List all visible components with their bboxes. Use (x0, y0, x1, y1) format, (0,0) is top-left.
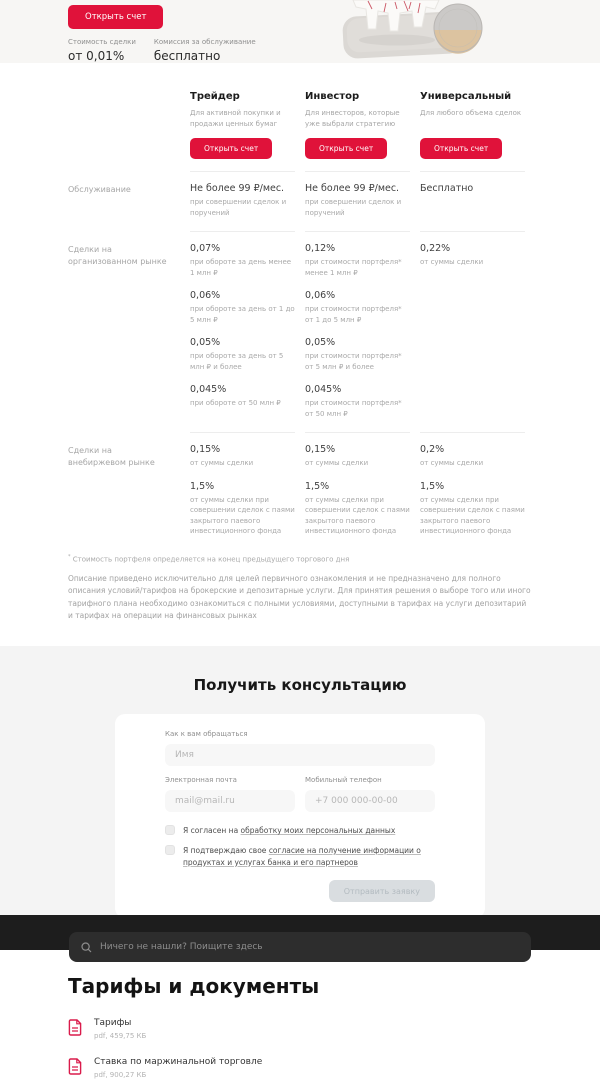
phone-field (305, 776, 435, 812)
plan-name: Инвестор (305, 91, 360, 102)
plan-column-universal (420, 91, 525, 159)
cell-investor (305, 231, 410, 432)
cell-universal (420, 432, 525, 550)
tier-value: 0,045% (305, 384, 342, 395)
search-icon (81, 938, 92, 957)
hero-stats (68, 38, 600, 63)
tier-value: 0,22% (420, 243, 451, 254)
document-meta: pdf, 900,27 КБ (94, 1071, 147, 1079)
footnote-text: Стоимость портфеля определяется на конец предыдущего торгового дня (70, 554, 350, 563)
plan-description: Для любого объема сделок (420, 109, 522, 117)
tier-note: при обороте от 50 млн ₽ (190, 399, 281, 407)
tier-value: 0,07% (190, 243, 221, 254)
search-box[interactable] (69, 932, 531, 962)
search-input[interactable] (100, 942, 519, 952)
tier-note: от суммы сделки (190, 459, 254, 467)
tier-note: при совершении сделок и поручений (305, 198, 402, 217)
open-account-button[interactable]: Открыть счет (420, 138, 502, 159)
document-list (68, 1018, 532, 1079)
tier-note: при стоимости портфеля* менее 1 млн ₽ (305, 258, 402, 277)
stat-label: Стоимость сделки (68, 38, 136, 46)
documents-section (0, 942, 600, 1079)
cell-trader (190, 231, 295, 432)
consent-personal-data-row[interactable] (165, 825, 435, 837)
cell-trader (190, 171, 295, 231)
personal-data-checkbox[interactable] (165, 825, 175, 835)
document-tariffs[interactable] (68, 1018, 532, 1040)
tariff-tier (190, 481, 295, 537)
row-label: Обслуживание (68, 185, 131, 194)
tariff-tier (305, 290, 410, 325)
tier-note: при обороте за день от 5 млн ₽ и более (190, 352, 284, 371)
email-field (165, 776, 295, 812)
consultation-section (0, 646, 600, 942)
consultation-form (115, 714, 485, 918)
phone-input[interactable] (305, 790, 435, 812)
tariff-tier (305, 481, 410, 537)
cell-investor (305, 432, 410, 550)
tariff-tier (305, 337, 410, 372)
name-field-label: Как к вам обращаться (165, 730, 248, 739)
tier-value: 0,12% (305, 243, 336, 254)
tariff-tier (190, 384, 295, 409)
tier-value: 1,5% (190, 480, 215, 492)
tariff-tier (305, 243, 410, 278)
tier-value: 1,5% (305, 480, 330, 492)
email-field-label: Электронная почта (165, 776, 237, 785)
cell-trader (190, 432, 295, 550)
tariff-tier (190, 337, 295, 372)
tier-value: 0,045% (190, 384, 227, 395)
tier-value: Не более 99 ₽/мес. (190, 183, 285, 194)
consent-marketing-row[interactable] (165, 845, 435, 868)
plan-column-trader (190, 91, 295, 159)
tier-note: при стоимости портфеля* от 50 млн ₽ (305, 399, 402, 418)
stat-label: Комиссия за обслуживание (153, 38, 256, 46)
tier-note: от суммы сделки при совершении сделок с паями закрытого паевого инвестиционного фонда (190, 495, 295, 535)
name-input[interactable] (165, 744, 435, 766)
stat-deal-cost (68, 38, 136, 63)
tariff-tier (305, 384, 410, 419)
personal-data-link[interactable]: обработку моих персональных данных (240, 826, 396, 836)
open-account-button[interactable]: Открыть счет (68, 5, 163, 29)
tier-value: 0,15% (190, 444, 221, 455)
tariff-tier (190, 290, 295, 325)
open-account-button[interactable]: Открыть счет (305, 138, 387, 159)
table-row-exchange-market (68, 231, 532, 432)
tariff-tier (190, 183, 295, 218)
stat-service-fee (154, 38, 256, 63)
tier-value: 1,5% (420, 480, 445, 492)
plan-description: Для активной покупки и продажи ценных бумаг (190, 109, 281, 128)
plan-column-investor (305, 91, 410, 159)
tier-note: при обороте за день от 1 до 5 млн ₽ (190, 305, 295, 324)
document-meta: pdf, 459,75 КБ (94, 1032, 147, 1041)
tier-note: при стоимости портфеля* от 1 до 5 млн ₽ (305, 305, 402, 324)
document-name: Ставка по маржинальной торговле (94, 1057, 263, 1068)
cell-universal (420, 171, 525, 231)
documents-title: Тарифы и документы (68, 974, 320, 999)
table-header-row (68, 91, 532, 171)
open-account-button[interactable]: Открыть счет (190, 138, 272, 159)
stat-value: от 0,01% (68, 49, 125, 63)
disclaimer-text: Описание приведено исключительно для целей первичного ознакомления и не предназначено для полного описания условий/тарифов на брокерские и депозитарные услуги. Для принятия решения о выборе того или иного тарифного плана необходимо ознакомиться с полными условиями, доступными в тарифах на услуги депозитарий и тарифах на операции на финансовых рынках (68, 573, 531, 620)
tier-note: при стоимости портфеля* от 5 млн ₽ и более (305, 352, 402, 371)
table-row-otc-market (68, 432, 532, 550)
tier-note: от суммы сделки при совершении сделок с паями закрытого паевого инвестиционного фонда (420, 495, 525, 535)
table-row-service (68, 171, 532, 231)
row-label: Сделки на внебиржевом рынке (68, 446, 155, 468)
hero-section (0, 0, 600, 63)
tier-note: от суммы сделки (305, 459, 369, 467)
tier-value: Бесплатно (420, 183, 474, 194)
tier-value: 0,05% (305, 337, 336, 348)
row-label: Сделки на организованном рынке (68, 245, 167, 267)
tariff-tier (420, 183, 525, 194)
phone-field-label: Мобильный телефон (305, 776, 382, 785)
portfolio-footnote (68, 554, 532, 563)
tier-note: от суммы сделки (420, 258, 484, 266)
cell-universal (420, 231, 525, 432)
marketing-consent-link[interactable]: согласие на получение информации о продуктах и услугах банка и его партнеров (183, 845, 421, 867)
footer-search-bar (0, 915, 600, 950)
tariff-tier (420, 481, 525, 537)
consent-text: Я согласен на обработку моих персональных данных (183, 826, 396, 836)
tariff-tier (190, 444, 295, 469)
tariff-tier (190, 243, 295, 278)
tariff-tier (305, 444, 410, 469)
tier-value: Не более 99 ₽/мес. (305, 183, 400, 194)
cell-investor (305, 171, 410, 231)
email-input[interactable] (165, 790, 295, 812)
document-info (94, 1057, 262, 1079)
pdf-icon (68, 1058, 83, 1079)
marketing-checkbox[interactable] (165, 845, 175, 855)
tariff-tier (420, 243, 525, 268)
plan-name: Трейдер (190, 91, 240, 102)
document-info (94, 1018, 146, 1040)
consultation-title: Получить консультацию (193, 676, 407, 695)
tier-value: 0,06% (190, 290, 221, 301)
pdf-icon (68, 1019, 83, 1040)
tariff-tier (420, 444, 525, 469)
tier-value: 0,15% (305, 444, 336, 455)
document-name: Тарифы (94, 1018, 132, 1029)
tier-note: от суммы сделки при совершении сделок с паями закрытого паевого инвестиционного фонда (305, 495, 410, 535)
tier-value: 0,2% (420, 444, 445, 455)
stat-value: бесплатно (153, 49, 221, 63)
tier-value: 0,05% (190, 337, 221, 348)
submit-request-button[interactable]: Отправить заявку (329, 880, 435, 902)
tier-note: при обороте за день менее 1 млн ₽ (190, 258, 292, 277)
tariff-tier (305, 183, 410, 218)
consent-text: Я подтверждаю свое согласие на получение информации о продуктах и услугах банка и его партнеров (183, 845, 421, 867)
tier-value: 0,06% (305, 290, 336, 301)
tariff-table-section (0, 63, 600, 646)
footnote-marker: * (68, 553, 71, 560)
tier-note: при совершении сделок и поручений (190, 198, 287, 217)
plan-description: Для инвесторов, которые уже выбрали стратегию (305, 109, 400, 128)
plan-name: Универсальный (420, 91, 512, 102)
tier-note: от суммы сделки (420, 459, 484, 467)
document-margin-rate[interactable] (68, 1057, 532, 1079)
